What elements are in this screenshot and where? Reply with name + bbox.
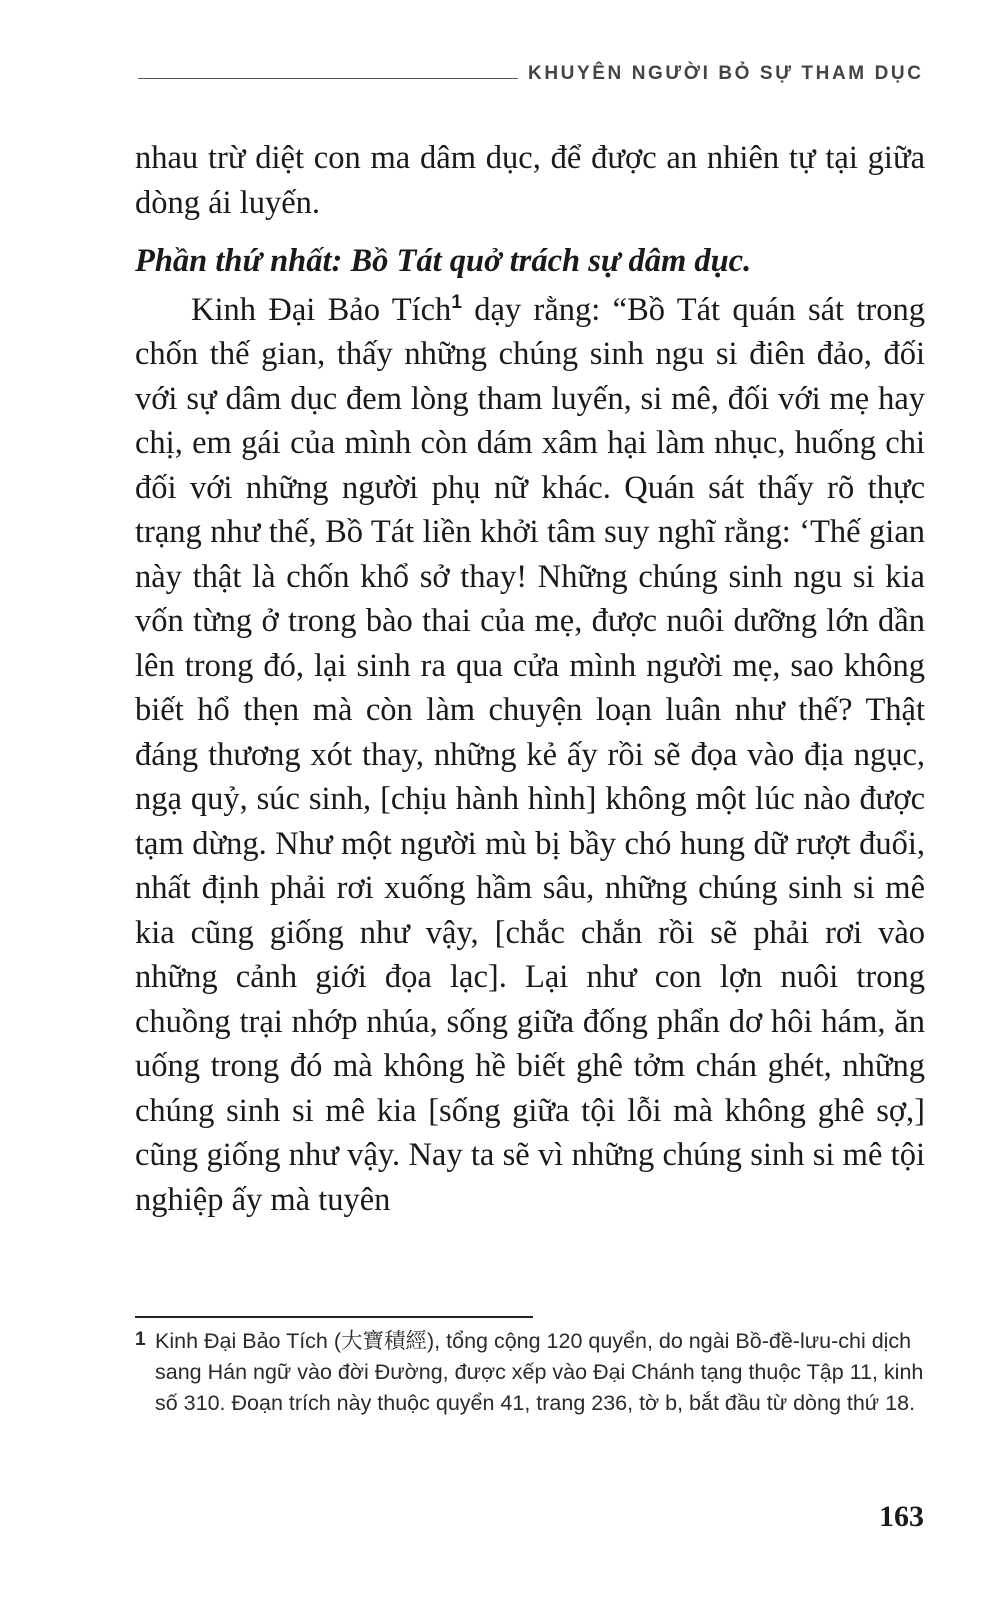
body-text — [135, 136, 925, 1222]
footnote-item — [135, 1324, 925, 1419]
main-paragraph — [135, 288, 925, 1223]
footnote — [135, 1324, 925, 1419]
main-paragraph-rest: dạy rằng: “Bồ Tát quán sát trong chốn thế gian, thấy những chúng sinh ngu si điên đảo, đối với sự dâm dục đem lòng tham luyến, si mê, đối với mẹ hay chị, em gái của mình còn dám xâm hại làm nhục, huống chi đối với những người phụ nữ khác. Quán sát thấy rõ thực trạng như thế, Bồ Tát liền khởi tâm suy nghĩ rằng: ‘Thế gian này thật là chốn khổ sở thay! Những chúng sinh ngu si kia vốn từng ở trong bào thai của mẹ, được nuôi dưỡng lớn dần lên trong đó, lại sinh ra qua cửa mình người mẹ, sao không biết hổ thẹn mà còn làm chuyện loạn luân như thế? Thật đáng thương xót thay, những kẻ ấy rồi sẽ đọa vào địa ngục, ngạ quỷ, súc sinh, [chịu hành hình] không một lúc nào được tạm dừng. Như một người mù bị bầy chó hung dữ rượt đuổi, nhất định phải rơi xuống hầm sâu, những chúng sinh si mê kia cũng giống như vậy, [chắc chắn rồi sẽ phải rơi vào những cảnh giới đọa lạc]. Lại như con lợn nuôi trong chuồng trại nhớp nhúa, sống giữa đống phẩn dơ hôi hám, ăn uống trong đó mà không hề biết ghê tởm chán ghét, những chúng sinh si mê kia [sống giữa tội lỗi mà không ghê sợ,] cũng giống như vậy. Nay ta sẽ vì những chúng sinh si mê tội nghiệp ấy mà tuyên — [135, 291, 926, 1218]
footnote-rule — [135, 1316, 533, 1318]
paragraph-continued: nhau trừ diệt con ma dâm dục, để được an nhiên tự tại giữa dòng ái luyến. — [135, 140, 925, 221]
main-paragraph-start: Kinh Đại Bảo Tích — [191, 291, 452, 328]
footnote-reference[interactable]: 1 — [451, 291, 462, 313]
section-heading: Phần thứ nhất: Bồ Tát quở trách sự dâm dục. — [135, 243, 752, 279]
running-head: KHUYÊN NGƯỜI BỎ SỰ THAM DỤC — [528, 63, 924, 84]
footnote-text: Kinh Đại Bảo Tích (大寶積經), tổng cộng 120 quyển, do ngài Bồ-đề-lưu-chi dịch sang Hán ngữ vào đời Đường, được xếp vào Đại Chánh tạng thuộc Tập 11, kinh số 310. Đoạn trích này thuộc quyển 41, trang 236, tờ b, bắt đầu từ dòng thứ 18. — [155, 1329, 924, 1415]
footnote-number: 1 — [135, 1329, 146, 1350]
page-number: 163 — [879, 1500, 924, 1533]
header-rule — [138, 78, 518, 79]
